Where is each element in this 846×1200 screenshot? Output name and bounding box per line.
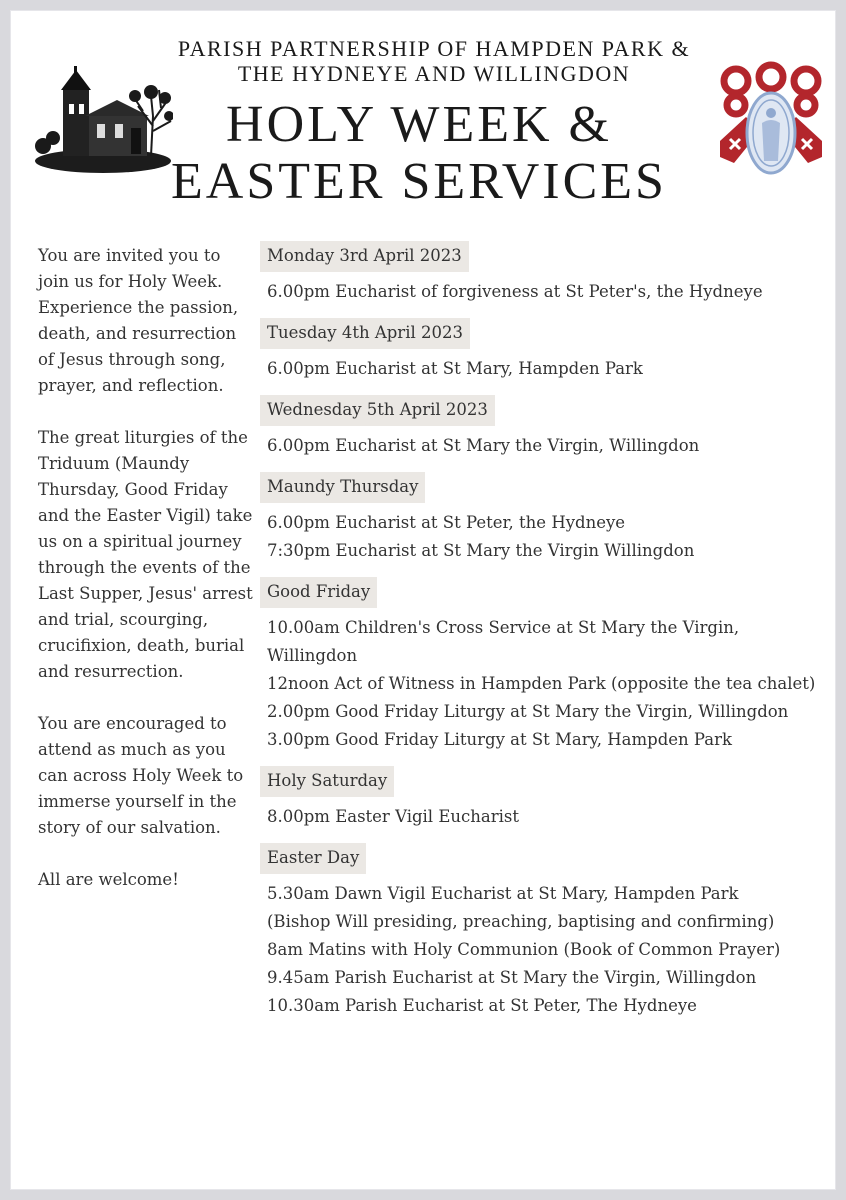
day-label: Easter Day — [260, 843, 366, 874]
intro-paragraph: You are invited you to join us for Holy Week. Experience the passion, death, and resurrection of Jesus through song, prayer, and reflection. — [38, 246, 239, 395]
intro-paragraph: You are encouraged to attend as much as you can across Holy Week to immerse yourself in the story of our salvation. — [38, 714, 244, 837]
header — [11, 11, 837, 231]
day-label: Maundy Thursday — [260, 472, 425, 503]
day-label: Tuesday 4th April 2023 — [260, 318, 470, 349]
service-item: 8.00pm Easter Vigil Eucharist — [267, 807, 519, 826]
poster — [10, 10, 836, 1190]
service-item: 6.00pm Eucharist at St Peter, the Hydneye — [267, 513, 626, 532]
service-item: 5.30am Dawn Vigil Eucharist at St Mary, Hampden Park — [267, 884, 739, 903]
service-item: 6.00pm Eucharist of forgiveness at St Peter's, the Hydneye — [267, 282, 763, 301]
intro-text — [38, 243, 253, 919]
day-tuesday — [260, 318, 835, 383]
day-good-friday — [260, 577, 835, 754]
service-item: 2.00pm Good Friday Liturgy at St Mary the Virgin, Willingdon — [267, 702, 789, 721]
intro-paragraph: The great liturgies of the Triduum (Maundy Thursday, Good Friday and the Easter Vigil) take us on a spiritual journey through the events of the Last Supper, Jesus' arrest and trial, scourging, crucifixion, death, burial and resurrection. — [38, 428, 253, 681]
day-monday — [260, 241, 835, 306]
page-title-line1: HOLY WEEK & — [226, 96, 612, 153]
day-holy-saturday — [260, 766, 835, 831]
service-item: 3.00pm Good Friday Liturgy at St Mary, Hampden Park — [267, 730, 732, 749]
service-item: 6.00pm Eucharist at St Mary the Virgin, Willingdon — [267, 436, 700, 455]
page-title-line2: EASTER SERVICES — [171, 153, 667, 210]
day-label: Monday 3rd April 2023 — [260, 241, 469, 272]
service-item: 10.30am Parish Eucharist at St Peter, The Hydneye — [267, 996, 697, 1015]
welcome-text: All are welcome! — [38, 870, 179, 889]
service-item: 7:30pm Eucharist at St Mary the Virgin Willingdon — [267, 541, 695, 560]
parish-name-line1: PARISH PARTNERSHIP OF HAMPDEN PARK & — [177, 36, 691, 61]
day-wednesday — [260, 395, 835, 460]
service-item: 8am Matins with Holy Communion (Book of Common Prayer) — [267, 940, 781, 959]
day-label: Good Friday — [260, 577, 377, 608]
service-item: 12noon Act of Witness in Hampden Park (opposite the tea chalet) — [267, 674, 816, 693]
day-label: Wednesday 5th April 2023 — [260, 395, 495, 426]
service-item: 9.45am Parish Eucharist at St Mary the Virgin, Willingdon — [267, 968, 757, 987]
day-maundy-thursday — [260, 472, 835, 565]
service-item: 10.00am Children's Cross Service at St Mary the Virgin, Willingdon — [267, 618, 740, 665]
day-easter-day — [260, 843, 835, 1020]
day-label: Holy Saturday — [260, 766, 394, 797]
service-schedule — [260, 241, 835, 1032]
service-item: 6.00pm Eucharist at St Mary, Hampden Park — [267, 359, 643, 378]
parish-name-line2: THE HYDNEYE AND WILLINGDON — [237, 61, 631, 86]
diocese-crest-icon — [716, 61, 826, 176]
service-item: (Bishop Will presiding, preaching, baptising and confirming) — [267, 912, 775, 931]
